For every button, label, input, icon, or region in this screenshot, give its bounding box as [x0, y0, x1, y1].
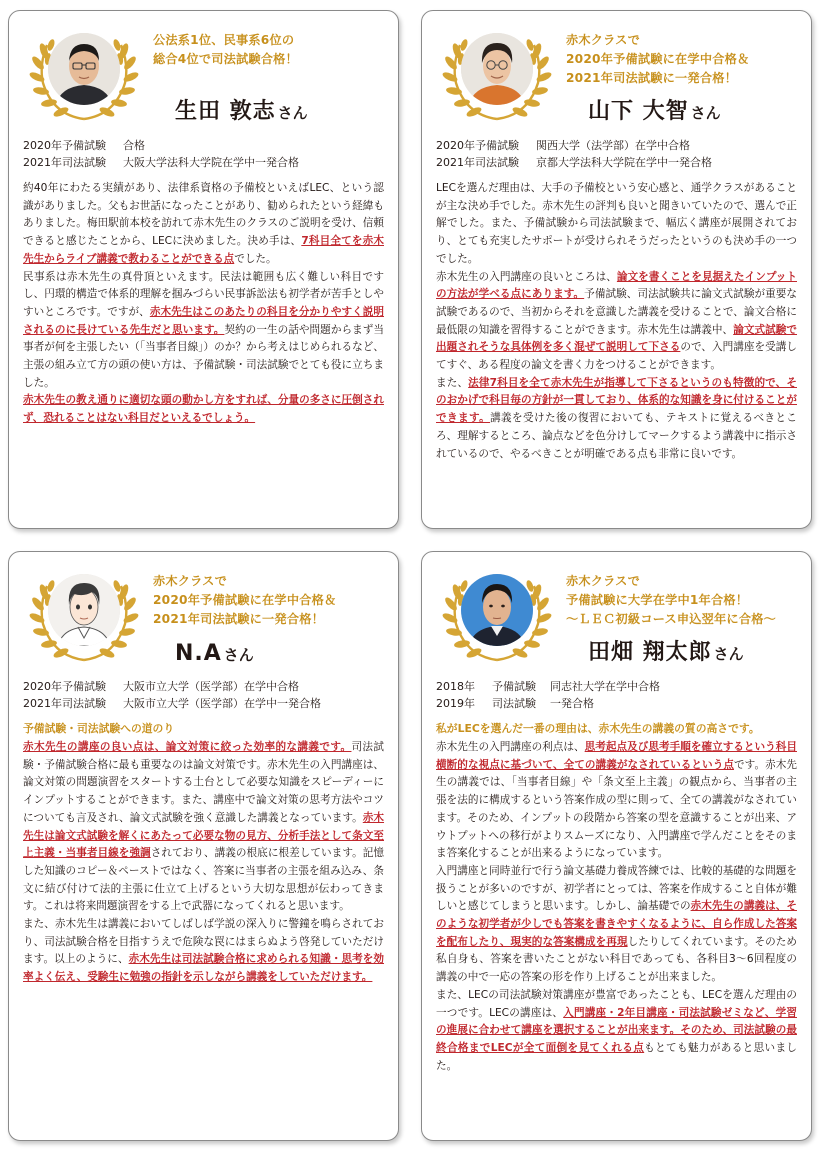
- testimonial-card-yamashita: [421, 10, 812, 529]
- headline-line: 赤木クラスで: [566, 574, 640, 588]
- headline-line: 予備試験に大学在学中1年合格！: [566, 593, 749, 607]
- result-row: [23, 678, 384, 695]
- result-detail: 大阪市立大学（医学部）在学中合格: [123, 680, 299, 693]
- result-year: 2020年予備試験: [436, 139, 519, 152]
- avatar: [48, 574, 120, 646]
- laurel-avatar: [29, 23, 139, 123]
- body-paragraph: [23, 916, 384, 987]
- highlight-text: 論文を書くことを見据えたインプットの方法が学べる点にあります。: [436, 270, 797, 301]
- body-text: LECを選んだ理由は、大手の予備校という安心感と、通学クラスがあることが主な決め手でした。赤木先生の評判も良いと聞きいていたので、選んで正解でした。また、予備試験から司法試験まで、幅広く講座が展開されており、とても充実したサポートが受けられそうだったというのも決め手の一つでした。: [436, 182, 797, 265]
- highlight-text: 赤木先生の教え通りに適切な頭の動かし方をすれば、分量の多さに圧倒されず、恐れることはない科目だといえるでしょう。: [23, 394, 384, 425]
- result-row: [23, 154, 384, 171]
- body-text: でした。: [234, 252, 277, 265]
- body-paragraph: [436, 269, 797, 375]
- avatar: [48, 33, 120, 105]
- body-paragraph: [23, 392, 384, 427]
- result-detail: 一発合格: [550, 697, 594, 710]
- body-text: 赤木先生の入門講座の良いところは、: [436, 270, 617, 283]
- person-name: [175, 641, 254, 666]
- result-detail: 大阪市立大学（医学部）在学中一発合格: [123, 697, 321, 710]
- honorific: さん: [690, 104, 721, 122]
- result-detail: 同志社大学在学中合格: [550, 680, 660, 693]
- headline: [153, 31, 384, 69]
- body-text: 司法試験・予備試験合格に最も重要なのは論文対策です。赤木先生の入門講座は、論文対策の問題演習をスタートする土台として必要な知識をスピーディーにインプットすることができます。また、講座中で論文対策の思考方法やコツについても言及され、論文式試験を強く意識した講義となっています。: [23, 741, 384, 824]
- result-exam: 予備試験: [492, 680, 536, 693]
- body-text: もとても魅力があると思いました。: [436, 1041, 798, 1072]
- headline-line: 〜ＬＥＣ初級コース申込翌年に合格〜: [566, 612, 776, 626]
- card-header: [436, 552, 797, 672]
- result-row: [23, 137, 384, 154]
- body-paragraph: [23, 180, 384, 269]
- name-text: 山下 大智: [588, 99, 689, 124]
- body-text: また、赤木先生は講義においてしばしば学説の深入りに警鐘を鳴らされており、司法試験合格を目指すうえで危険な罠にはまらぬよう啓発していただけます。以上のように、: [23, 918, 384, 966]
- card-header: [23, 11, 384, 131]
- result-row: [436, 695, 797, 712]
- laurel-avatar: [29, 564, 139, 664]
- body-paragraph: [436, 375, 797, 464]
- avatar: [461, 574, 533, 646]
- headline-line: 2020年予備試験に在学中合格＆: [566, 52, 750, 66]
- body-paragraph: [436, 987, 797, 1076]
- result-detail: 関西大学（法学部）在学中合格: [536, 139, 690, 152]
- laurel-avatar: [442, 23, 552, 123]
- name-text: 生田 敦志: [175, 99, 276, 124]
- body-text: 契約の一生の話や問題からまず当事者が何を主張したい（「当事者目線」）のか？から考えはじめられるなど、主張の組み立て方の頭の使い方は、予備試験・司法試験でとても役に立ちました。: [23, 323, 384, 389]
- testimonial-body: [436, 739, 797, 1075]
- body-text: ので、入門講座を受講してすぐ、ある程度の論文を書く力をつけることができます。: [436, 341, 798, 372]
- result-row: [436, 137, 797, 154]
- body-text: 入門講座と同時並行で行う論文基礎力養成答練では、比較的基礎的な問題を扱うことが多いのですが、初学者にとっては、答案を作成すること自体が難しいと感じてしまうと思います。しかし、論基礎での: [436, 864, 797, 913]
- body-text: 予備試験、司法試験共に論文式試験が重要な試験であるので、当初からそれを意識した講義を受けることで、論文合格に最低限の知識を習得することができます。赤木先生は講義中、: [436, 288, 797, 336]
- name-text: N.A: [175, 641, 222, 666]
- person-name: [175, 94, 308, 125]
- highlight-text: 赤木先生の講座の良い点は、論文対策に絞った効率的な講義です。: [23, 741, 352, 753]
- results-list: [23, 678, 384, 712]
- result-row: [436, 678, 797, 695]
- result-detail: 合格: [123, 139, 145, 152]
- result-detail: 京都大学法科大学院在学中一発合格: [536, 156, 712, 169]
- result-detail: 大阪大学法科大学院在学中一発合格: [123, 156, 299, 169]
- highlight-text: 7科目全てを赤木先生からライブ講義で教わることができる点: [23, 235, 384, 265]
- body-paragraph: [23, 739, 384, 916]
- body-text: 赤木先生の入門講座の利点は、: [436, 741, 585, 753]
- result-year: 2021年司法試験: [23, 156, 106, 169]
- body-text: 民事系は赤木先生の真骨頂といえます。民法は範囲も広く難しい科目ですし、円環的構造で体系的理解を掴みづらい民事訴訟法も初学者が苦手としやすいところです。ですが、: [23, 270, 384, 318]
- headline-line: 2021年司法試験に一発合格！: [153, 612, 324, 626]
- headline-line: 2020年予備試験に在学中合格＆: [153, 593, 337, 607]
- highlight-text: 赤木先生は論文式試験を解くにあたって必要な物の見方、分析手法として条文至上主義・当事者目線を強調: [23, 811, 385, 860]
- body-text: です。赤木先生の講義では、「当事者目線」や「条文至上主義」の観点から、当事者の主張を法的に構成するという答案作成の型に則って、全ての講義がなされています。そのため、インプットの段階から答案の型を意識することが出来、アウトプットへの移行がよりスムーズになり、入門講座で学んだことをそのまま答案化することが出来るようになっています。: [436, 758, 797, 860]
- highlight-text: 法律7科目を全て赤木先生が指導して下さるというのも特徴的で、そのおかげで科目毎の方針が一貫しており、体系的な知識を身に付けることができます。: [436, 376, 797, 425]
- testimonial-card-na: [8, 551, 399, 1141]
- highlight-text: 入門講座・2年目講座・司法試験ゼミなど、学習の進展に合わせて講座を選択することが出来ます。そのため、司法試験の最終合格までLECが全て面倒を見てくれる点: [436, 1006, 797, 1054]
- laurel-avatar: [442, 564, 552, 664]
- result-year: 2018年: [436, 680, 475, 693]
- honorific: さん: [277, 104, 308, 122]
- highlight-text: 赤木先生は司法試験合格に求められる知識・思考を効率よく伝え、受験生に勉強の指針を示しながら講義をしていただけます。: [23, 953, 384, 984]
- headline-line: 公法系1位、民事系6位の: [153, 33, 295, 47]
- testimonial-body: [436, 180, 797, 463]
- highlight-text: 思考起点及び思考手順を確立するという科目横断的な視点に基づいて、全ての講義がなされているという点: [436, 741, 797, 771]
- body-text: また、LECの司法試験対策講座が豊富であったことも、LECを選んだ理由の一つです。LECの講座は、: [436, 988, 797, 1019]
- highlight-text: 論文式試験で出題されそうな具体例を多く混ぜて説明して下さる: [436, 323, 798, 354]
- highlight-text: 赤木先生の講義は、そのような初学者が少しでも答案を書きやすくなるように、自ら作成した答案を配布したり、現実的な答案構成を再現: [436, 900, 797, 948]
- section-subhead: 私がLECを選んだ一番の理由は、赤木先生の講義の質の高さです。: [436, 722, 760, 735]
- result-row: [436, 154, 797, 171]
- body-paragraph: [436, 739, 797, 863]
- card-header: [436, 11, 797, 131]
- person-name: [588, 94, 721, 125]
- body-paragraph: [23, 269, 384, 393]
- result-year: 2020年予備試験: [23, 680, 106, 693]
- body-paragraph: [436, 180, 797, 269]
- results-list: [436, 678, 797, 712]
- result-year: 2021年司法試験: [23, 697, 106, 710]
- testimonial-card-tabata: [421, 551, 812, 1141]
- body-text: 約40年にわたる実績があり、法律系資格の予備校といえばLEC、という認識がありました。父もお世話になったことがあり、勧められたという経緯もありました。梅田駅前本校を訪れて赤木先生のクラスのご説明を受け、信頼できると感じたことから、LECに決めました。決め手は、: [23, 182, 384, 248]
- honorific: さん: [223, 646, 254, 664]
- body-text: したりしてくれています。そのため私自身も、答案を書いたことがない科目であっても、各科目3〜6回程度の講義の中で一応の答案の形を作り上げることが出来ました。: [436, 935, 797, 984]
- body-paragraph: [436, 863, 797, 987]
- result-row: [23, 695, 384, 712]
- name-text: 田畑 翔太郎: [588, 640, 712, 665]
- result-exam: 司法試験: [492, 697, 536, 710]
- headline: [566, 31, 797, 88]
- body-text: されており、講義の根底に根差しています。記憶した知識のコピー＆ペーストではなく、答案に当事者の主張を組み込み、条文に結び付けて法的主張に仕立て上げるという大切な思想が伝わってきます。これは将来問題演習をする上で武器になってくれると思います。: [23, 847, 385, 913]
- result-year: 2019年: [436, 697, 475, 710]
- body-text: 講義を受けた後の復習においても、テキストに覚えるべきところ、理解するところ、論点などを色分けしてマークするよう講義中に指示されているので、やるべきことが明確である点も非常に良いです。: [436, 412, 797, 460]
- testimonial-body: [23, 739, 384, 987]
- results-list: [436, 137, 797, 171]
- results-list: [23, 137, 384, 171]
- headline: [566, 572, 797, 629]
- honorific: さん: [713, 645, 744, 663]
- headline-line: 赤木クラスで: [566, 33, 640, 47]
- result-year: 2021年司法試験: [436, 156, 519, 169]
- headline-line: 2021年司法試験に一発合格！: [566, 71, 737, 85]
- section-subhead: 予備試験・司法試験への道のり: [23, 722, 175, 735]
- avatar: [461, 33, 533, 105]
- highlight-text: 赤木先生はこのあたりの科目を分かりやすく説明されるのに長けている先生だと思います。: [23, 305, 384, 336]
- testimonial-body: [23, 180, 384, 428]
- headline-line: 総合4位で司法試験合格！: [153, 52, 298, 66]
- card-header: [23, 552, 384, 672]
- body-text: また、: [436, 376, 469, 389]
- headline-line: 赤木クラスで: [153, 574, 227, 588]
- result-year: 2020年予備試験: [23, 139, 106, 152]
- headline: [153, 572, 384, 629]
- person-name: [588, 635, 744, 666]
- testimonial-card-ikuta: [8, 10, 399, 529]
